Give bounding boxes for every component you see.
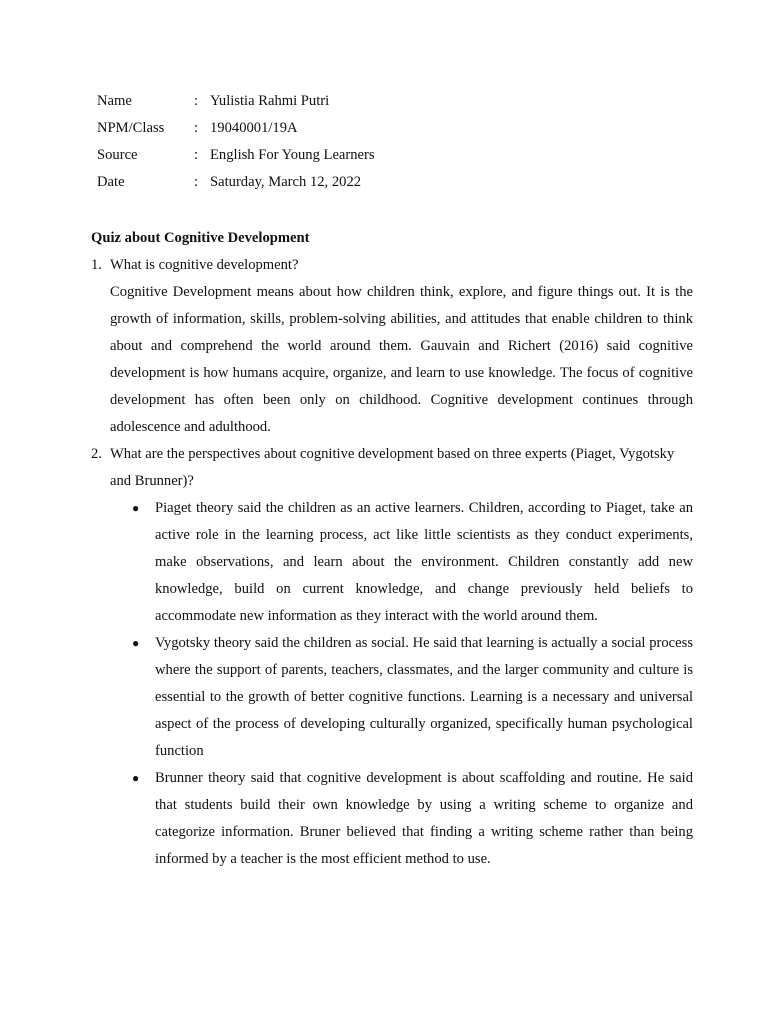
question-1 — [91, 252, 693, 279]
name-row — [97, 90, 375, 117]
field-value: English For Young Learners — [210, 147, 375, 163]
expert-perspectives-list — [91, 495, 693, 873]
list-item-brunner — [132, 765, 693, 873]
field-label: Source — [97, 147, 138, 163]
field-label: Date — [97, 174, 125, 190]
quiz-content — [91, 225, 693, 873]
date-row — [97, 171, 375, 198]
field-separator: : — [194, 93, 199, 109]
question-number: 2. — [91, 446, 102, 462]
quiz-title: Quiz about Cognitive Development — [91, 230, 310, 246]
field-label: Name — [97, 93, 132, 109]
bullet-icon: ● — [132, 636, 140, 650]
bullet-text: Brunner theory said that cognitive development is about scaffolding and routine. He said that students build their own knowledge by using a writing scheme to organize and categorize information. Bruner believed that finding a writing scheme rather than being informed by a teacher is the most efficient method to use. — [155, 770, 693, 867]
bullet-text: Piaget theory said the children as an active learners. Children, according to Piaget, take an active role in the learning process, act like little scientists as they conduct experiments, make observations, and learn about the environment. Children constantly add new knowledge, build on current knowledge, and change previously held beliefs to accommodate new information as they interact with the world around them. — [155, 500, 693, 624]
list-item-piaget — [132, 495, 693, 630]
field-value: Saturday, March 12, 2022 — [210, 174, 362, 190]
question-text: What are the perspectives about cognitive development based on three experts (Piaget, Vygotsky and Brunner)? — [110, 446, 675, 489]
bullet-text: Vygotsky theory said the children as social. He said that learning is actually a social process where the support of parents, teachers, classmates, and the larger community and culture is essential to the growth of better cognitive functions. Learning is a necessary and universal aspect of the process of developing culturally organized, specifically human psychological function — [155, 635, 693, 759]
question-2 — [91, 441, 693, 495]
field-separator: : — [194, 174, 199, 190]
source-row — [97, 144, 375, 171]
question-number: 1. — [91, 257, 102, 273]
field-label: NPM/Class — [97, 120, 165, 136]
header-info — [97, 90, 375, 198]
bullet-icon: ● — [132, 501, 140, 515]
question-text: What is cognitive development? — [110, 257, 299, 273]
field-separator: : — [194, 147, 199, 163]
field-value: 19040001/19A — [210, 120, 298, 136]
list-item-vygotsky — [132, 630, 693, 765]
field-separator: : — [194, 120, 199, 136]
npm-class-row — [97, 117, 375, 144]
bullet-icon: ● — [132, 771, 140, 785]
answer-1: Cognitive Development means about how children think, explore, and figure things out. It is the growth of information, skills, problem-solving abilities, and attitudes that enable children to think about and comprehend the world around them. Gauvain and Richert (2016) said cognitive development is how humans acquire, organize, and learn to use knowledge. The focus of cognitive development has often been only on childhood. Cognitive development continues through adolescence and adulthood. — [110, 284, 693, 435]
field-value: Yulistia Rahmi Putri — [210, 93, 330, 109]
